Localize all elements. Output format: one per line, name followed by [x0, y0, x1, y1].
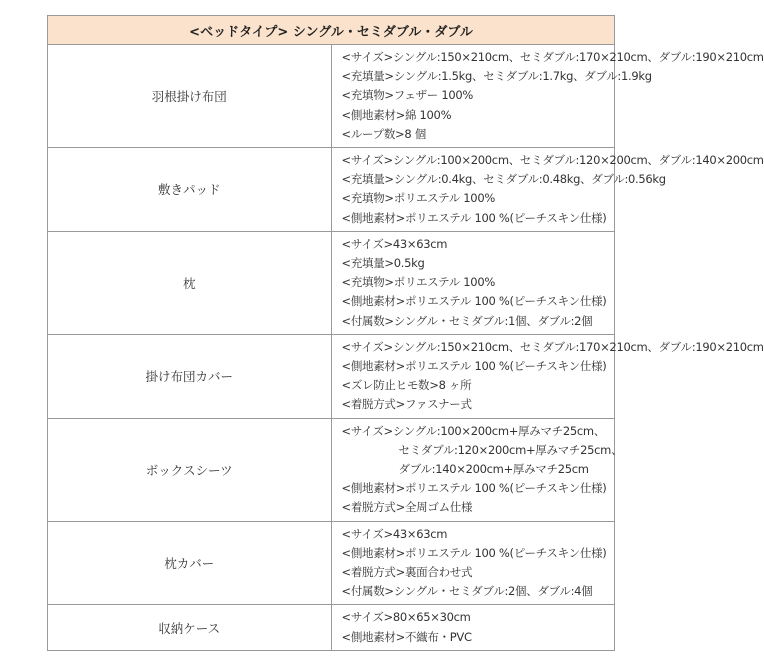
item-details: [331, 418, 623, 521]
item-details: [331, 334, 764, 418]
spec-line: <着脱方式>全周ゴム仕様: [341, 500, 473, 515]
spec-table: [47, 15, 764, 651]
spec-body: [48, 45, 764, 651]
item-name: 掛け布団カバー: [48, 334, 332, 418]
table-row: [48, 334, 615, 418]
item-name: ボックスシーツ: [48, 418, 332, 521]
spec-line: <ループ数>8 個: [341, 126, 426, 141]
spec-line: セミダブル:120×200cm+厚みマチ25cm、: [398, 442, 623, 457]
spec-line: <側地素材>綿 100%: [341, 107, 452, 122]
item-name: 収納ケース: [48, 605, 332, 650]
item-name: 羽根掛け布団: [48, 45, 332, 148]
item-name: 枕: [48, 231, 332, 334]
spec-line: <充填物>ポリエステル 100%: [341, 275, 495, 290]
header-row: [48, 16, 615, 45]
spec-line: <着脱方式>裏面合わせ式: [341, 565, 473, 580]
spec-line: <側地素材>ポリエステル 100 %(ピーチスキン仕様): [341, 210, 607, 225]
spec-line: <充填物>ポリエステル 100%: [341, 191, 495, 206]
item-details: [331, 148, 764, 232]
table-row: [48, 605, 615, 650]
spec-line: <サイズ>シングル:100×200cm、セミダブル:120×200cm、ダブル:140×200cm: [341, 153, 764, 168]
spec-line: <サイズ>シングル:100×200cm+厚みマチ25cm、: [341, 423, 606, 438]
spec-line: <充填量>シングル:0.4kg、セミダブル:0.48kg、ダブル:0.56kg: [341, 172, 666, 187]
table-row: [48, 521, 615, 605]
spec-line: <側地素材>ポリエステル 100 %(ピーチスキン仕様): [341, 545, 607, 560]
spec-line: <付属数>シングル・セミダブル:2個、ダブル:4個: [341, 584, 593, 599]
spec-line: <ズレ防止ヒモ数>8 ヶ所: [341, 378, 472, 393]
item-name: 敷きパッド: [48, 148, 332, 232]
spec-line: <側地素材>不織布・PVC: [341, 629, 472, 644]
spec-line: <サイズ>シングル:150×210cm、セミダブル:170×210cm、ダブル:190×210cm: [341, 339, 764, 354]
spec-line: <側地素材>ポリエステル 100 %(ピーチスキン仕様): [341, 359, 607, 374]
spec-line: <サイズ>シングル:150×210cm、セミダブル:170×210cm、ダブル:190×210cm: [341, 50, 764, 64]
item-name: 枕カバー: [48, 521, 332, 605]
spec-line: <充填物>フェザー 100%: [341, 88, 474, 103]
spec-line: <付属数>シングル・セミダブル:1個、ダブル:2個: [341, 313, 593, 328]
spec-line: <充填量>0.5kg: [341, 256, 425, 271]
item-details: [331, 231, 615, 334]
spec-line: <側地素材>ポリエステル 100 %(ピーチスキン仕様): [341, 481, 607, 496]
table-row: [48, 418, 615, 521]
spec-line: <サイズ>43×63cm: [341, 526, 448, 541]
spec-line: <サイズ>80×65×30cm: [341, 610, 471, 625]
spec-line: ダブル:140×200cm+厚みマチ25cm: [398, 462, 589, 477]
header-cell: <ベッドタイプ> シングル・セミダブル・ダブル: [48, 16, 615, 45]
table-row: [48, 45, 615, 148]
table-row: [48, 231, 615, 334]
spec-line: <サイズ>43×63cm: [341, 236, 448, 251]
item-details: [331, 45, 764, 148]
spec-line: <側地素材>ポリエステル 100 %(ピーチスキン仕様): [341, 294, 607, 309]
item-details: [331, 521, 615, 605]
table-row: [48, 148, 615, 232]
spec-line: <充填量>シングル:1.5kg、セミダブル:1.7kg、ダブル:1.9kg: [341, 69, 652, 84]
item-details: [331, 605, 615, 650]
spec-line: <着脱方式>ファスナー式: [341, 397, 472, 412]
